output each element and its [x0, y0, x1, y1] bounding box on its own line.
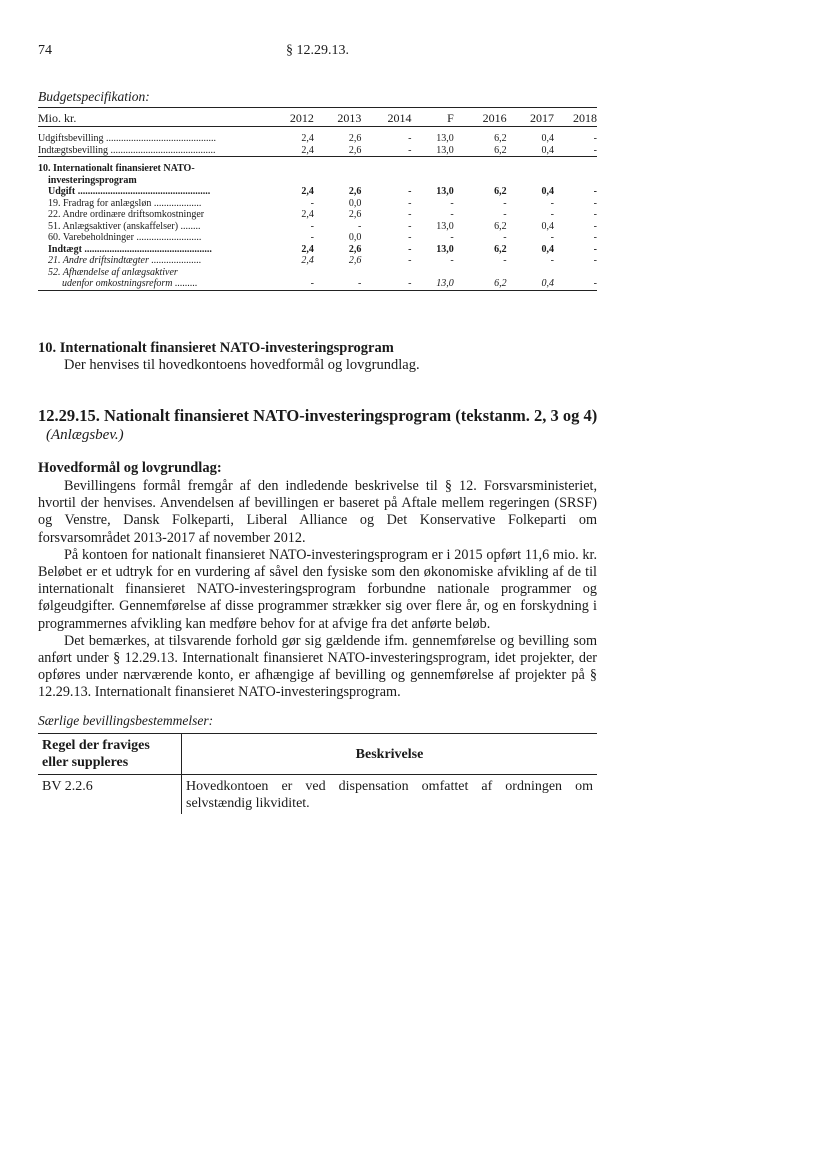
- table-row: [38, 186, 597, 198]
- cell: 6,2: [494, 144, 507, 156]
- paragraph: Bevillingens formål fremgår af den indledende beskrivelse til § 12. Forsvarsministeriet, hvortil der henvises. Anvendelsen af bevillingen er baseret på Aftale mellem regeringen (SRSF) og Venstre, Dansk Folkeparti, Liberal Alliance og Det Konservative Folkeparti om forsvarsområdet 2013-2017 af november 2012.: [38, 478, 597, 546]
- description-header: Beskrivelse: [182, 734, 598, 775]
- cell: 0,4: [541, 186, 555, 197]
- cell: -: [593, 255, 597, 266]
- table-row: [38, 198, 597, 210]
- cell: -: [593, 232, 597, 243]
- cell: -: [593, 197, 597, 209]
- cell: 2,6: [348, 186, 362, 197]
- cell: -: [408, 186, 412, 197]
- special-provisions-label: Særlige bevillingsbestemmelser:: [38, 713, 214, 728]
- table-row: [38, 221, 597, 233]
- row-label: 52. Afhændelse af anlægsaktiver: [48, 266, 178, 278]
- rule-cell: BV 2.2.6: [38, 775, 182, 815]
- cell: 6,2: [494, 186, 507, 197]
- table-header-row: [38, 734, 597, 775]
- section-reference: § 12.29.13.: [286, 43, 349, 58]
- cell: 0,4: [541, 220, 555, 232]
- cell: -: [450, 197, 454, 209]
- row-label: 19. Fradrag for anlægsløn ...................: [48, 197, 202, 209]
- row-label: Udgift .....................................................: [48, 186, 211, 197]
- row-label: 51. Anlægsaktiver (anskaffelser) ........: [48, 220, 201, 232]
- cell: 2,4: [301, 133, 314, 144]
- cell: 6,2: [494, 220, 507, 232]
- section-heading: 10. Internationalt finansieret NATO-investeringsprogram: [38, 340, 394, 356]
- cell: 2,6: [348, 144, 362, 156]
- row-label: Indtægtsbevilling ..........................................: [38, 144, 216, 156]
- cell: -: [361, 278, 411, 290]
- cell: -: [310, 197, 314, 209]
- cell: 13,0: [411, 278, 453, 290]
- header-cell: 2017: [507, 110, 554, 127]
- table-row: [38, 267, 597, 279]
- cell: -: [408, 144, 412, 156]
- purpose-text: [38, 478, 597, 702]
- cell: 2,6: [348, 255, 362, 266]
- cell: 6,2: [494, 133, 507, 144]
- cell: -: [593, 209, 597, 220]
- group-title: 10. Internationalt finansieret NATO-: [38, 163, 195, 174]
- page-number: 74: [38, 43, 52, 58]
- budget-table: [38, 110, 597, 291]
- table-row: [38, 255, 597, 267]
- cell: -: [593, 133, 597, 144]
- cell: 0,4: [541, 243, 555, 255]
- cell: 2,4: [301, 255, 314, 266]
- cell: 0,4: [541, 144, 555, 156]
- cell: -: [310, 220, 314, 232]
- cell: -: [593, 243, 597, 255]
- cell: 2,6: [348, 209, 362, 220]
- row-label: 22. Andre ordinære driftsomkostninger: [48, 209, 205, 220]
- purpose-heading: Hovedformål og lovgrundlag:: [38, 460, 222, 476]
- cell: -: [450, 209, 454, 220]
- header-cell: 2013: [314, 110, 361, 127]
- row-label: 21. Andre driftsindtægter ....................: [48, 255, 202, 266]
- cell: -: [357, 220, 362, 232]
- row-label: Udgiftsbevilling ............................................: [38, 133, 217, 144]
- group-title-row: [38, 175, 597, 187]
- cell: -: [550, 255, 555, 266]
- cell: 13,0: [436, 220, 454, 232]
- cell: 13,0: [436, 144, 454, 156]
- cell: -: [503, 255, 507, 266]
- cell: -: [554, 278, 597, 290]
- description-cell: Hovedkontoen er ved dispensation omfattet af ordningen om selvstændig likviditet.: [186, 779, 593, 811]
- table-row: [38, 232, 597, 244]
- row-label: Indtægt ...................................................: [48, 243, 212, 255]
- table-row: [38, 244, 597, 256]
- cell: -: [550, 232, 555, 243]
- cell: -: [266, 278, 313, 290]
- table-row: [38, 278, 597, 290]
- row-label: 60. Varebeholdninger ..........................: [48, 232, 202, 243]
- table-row: [38, 145, 597, 157]
- cell: -: [593, 186, 597, 197]
- table-row: [38, 775, 597, 815]
- table-row: [38, 209, 597, 221]
- header-cell: Mio. kr.: [38, 110, 266, 127]
- cell: -: [408, 232, 412, 243]
- cell: 2,4: [301, 243, 314, 255]
- header-cell: 2014: [361, 110, 411, 127]
- table-row: [38, 133, 597, 145]
- cell: 2,4: [301, 144, 314, 156]
- cell: 2,6: [348, 133, 362, 144]
- cell: -: [408, 197, 412, 209]
- cell: 13,0: [436, 186, 454, 197]
- cell: 0,4: [507, 278, 554, 290]
- cell: 13,0: [436, 133, 454, 144]
- cell: -: [408, 133, 412, 144]
- cell: 0,0: [348, 197, 362, 209]
- budget-label: Budgetspecifikation:: [38, 89, 150, 104]
- cell: 13,0: [436, 243, 454, 255]
- paragraph: Det bemærkes, at tilsvarende forhold gør sig gældende ifm. gennemførelse og bevilling som anført under § 12.29.13. Internationalt finansieret NATO-investeringsprogram, idet projekter, der opføres under nærværende konto, er afhængige af bevilling og gennemførelse af projekter på § 12.29.13. Internationalt finansieret NATO-investeringsprogram.: [38, 632, 597, 701]
- cell: 2,4: [301, 209, 314, 220]
- special-provisions-table: [38, 733, 597, 814]
- group-title-row: [38, 163, 597, 175]
- header-cell: F: [411, 110, 453, 127]
- cell: 2,6: [348, 243, 362, 255]
- cell: -: [550, 197, 555, 209]
- header-cell: 2012: [266, 110, 313, 127]
- paragraph: På kontoen for nationalt finansieret NATO-investeringsprogram er i 2015 opført 11,6 mio. kr. Beløbet er et udtryk for en vurdering af såvel den fysiske som den økonomiske afvikling af de til internationalt finansieret NATO-investeringsprogram forbundne nationale programmer og følgeudgifter. Gennemførelse af disse programmer strækker sig over flere år, og en forskydning i programmernes afvikling kan medføre behov for at afvige fra det anførte beløb.: [38, 546, 597, 632]
- cell: -: [408, 243, 412, 255]
- cell: 6,2: [494, 243, 507, 255]
- budget-top-rule: [38, 107, 597, 108]
- budget-header-row: [38, 110, 597, 127]
- group-title: investeringsprogram: [48, 174, 137, 186]
- cell: -: [310, 232, 314, 243]
- rule-header: Regel der fraviges eller suppleres: [38, 734, 182, 775]
- cell: 2,4: [301, 186, 314, 197]
- cell: -: [408, 255, 412, 266]
- cell: -: [550, 209, 555, 220]
- account-subtitle: (Anlægsbev.): [46, 427, 124, 443]
- cell: 0,0: [348, 232, 362, 243]
- cell: -: [450, 255, 454, 266]
- cell: -: [503, 197, 507, 209]
- cell: -: [593, 220, 597, 232]
- cell: -: [593, 144, 597, 156]
- account-title: 12.29.15. Nationalt finansieret NATO-investeringsprogram (tekstanm. 2, 3 og 4): [38, 406, 598, 425]
- cell: -: [314, 278, 361, 290]
- cell: -: [408, 220, 412, 232]
- cell: 6,2: [454, 278, 507, 290]
- section-text: Der henvises til hovedkontoens hovedformål og lovgrundlag.: [64, 357, 420, 373]
- row-label: udenfor omkostningsreform .........: [38, 278, 266, 290]
- cell: -: [503, 209, 507, 220]
- cell: -: [450, 232, 454, 243]
- header-cell: 2018: [554, 110, 597, 127]
- cell: -: [503, 232, 507, 243]
- cell: -: [408, 209, 412, 220]
- header-cell: 2016: [454, 110, 507, 127]
- cell: 0,4: [541, 133, 555, 144]
